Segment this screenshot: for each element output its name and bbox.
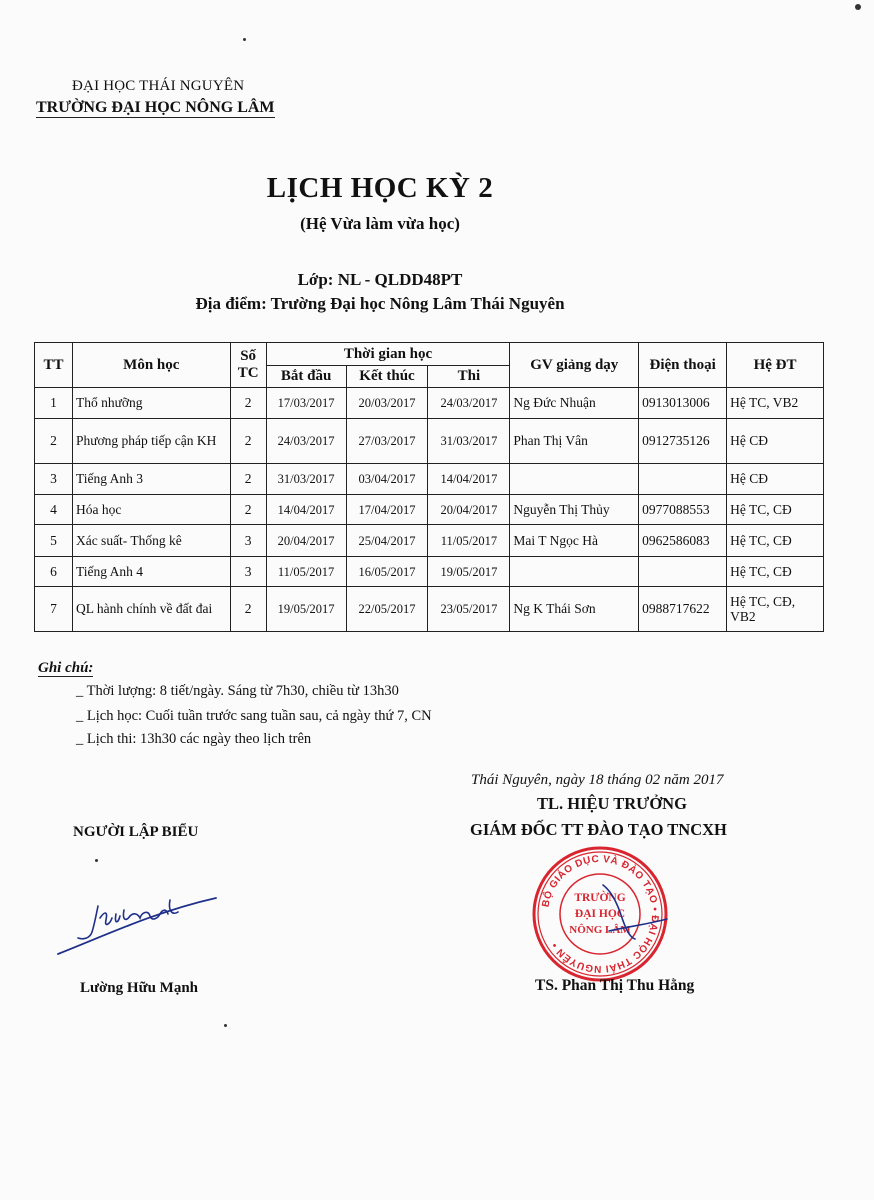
speck-dot: [224, 1024, 227, 1027]
cell-tt: 7: [35, 587, 73, 632]
speck-dot: [95, 859, 98, 862]
school-name: [36, 99, 275, 118]
cell-start: 24/03/2017: [266, 419, 346, 464]
cell-teacher: Phan Thị Vân: [510, 419, 639, 464]
cell-tt: 5: [35, 525, 73, 557]
document-title: LỊCH HỌC KỲ 2: [266, 172, 494, 204]
cell-subject: Thổ nhưỡng: [72, 388, 230, 419]
cell-program: Hệ CĐ: [727, 419, 824, 464]
schedule-table: [34, 342, 824, 632]
cell-phone: [639, 464, 727, 495]
header-start: Bắt đầu: [266, 366, 346, 388]
cell-program: Hệ TC, CĐ: [727, 495, 824, 525]
cell-start: 14/04/2017: [266, 495, 346, 525]
maker-signature: [54, 888, 224, 958]
header-tt: TT: [35, 343, 73, 388]
cell-teacher: [510, 557, 639, 587]
cell-credits: 3: [230, 557, 266, 587]
cell-exam: 11/05/2017: [428, 525, 510, 557]
cell-tt: 3: [35, 464, 73, 495]
svg-text:ĐẠI HỌC: ĐẠI HỌC: [574, 908, 626, 920]
cell-start: 31/03/2017: [266, 464, 346, 495]
cell-program: Hệ TC, VB2: [727, 388, 824, 419]
date-line: Thái Nguyên, ngày 18 tháng 02 năm 2017: [471, 772, 724, 788]
cell-credits: 2: [230, 419, 266, 464]
svg-text:BỘ GIÁO DỤC VÀ ĐÀO TẠO • ĐẠI H: BỘ GIÁO DỤC VÀ ĐÀO TẠO • ĐẠI HỌC THÁI NGUYÊN •: [540, 853, 661, 975]
cell-phone: 0913013006: [639, 388, 727, 419]
cell-phone: 0912735126: [639, 419, 727, 464]
cell-end: 25/04/2017: [346, 525, 428, 557]
header-end: Kết thúc: [346, 366, 428, 388]
class-line: Lớp: NL - QLDD48PT: [297, 270, 463, 289]
cell-teacher: [510, 464, 639, 495]
cell-exam: 14/04/2017: [428, 464, 510, 495]
header-program: Hệ ĐT: [727, 343, 824, 388]
document-subtitle: (Hệ Vừa làm vừa học): [300, 214, 460, 233]
cell-tt: 1: [35, 388, 73, 419]
cell-program: Hệ TC, CĐ: [727, 525, 824, 557]
cell-credits: 2: [230, 464, 266, 495]
cell-tt: 2: [35, 419, 73, 464]
header-credits-line2: TC: [237, 365, 259, 381]
school-stamp-seal: [531, 845, 669, 983]
cell-teacher: Nguyễn Thị Thủy: [510, 495, 639, 525]
cell-exam: 20/04/2017: [428, 495, 510, 525]
cell-start: 17/03/2017: [266, 388, 346, 419]
cell-phone: 0977088553: [639, 495, 727, 525]
notes-title: [38, 660, 93, 677]
table-row: [35, 587, 824, 632]
cell-program: Hệ TC, CĐ, VB2: [727, 587, 824, 632]
cell-end: 17/04/2017: [346, 495, 428, 525]
cell-program: Hệ CĐ: [727, 464, 824, 495]
cell-subject: Tiếng Anh 4: [72, 557, 230, 587]
table-row: [35, 557, 824, 587]
university-name: ĐẠI HỌC THÁI NGUYÊN: [72, 78, 245, 94]
svg-text:TRƯỜNG: TRƯỜNG: [574, 892, 626, 904]
cell-credits: 2: [230, 495, 266, 525]
cell-credits: 3: [230, 525, 266, 557]
notes-title-text: Ghi chú:: [38, 660, 94, 676]
cell-exam: 24/03/2017: [428, 388, 510, 419]
director-name: TS. Phan Thị Thu Hằng: [535, 977, 695, 994]
cell-exam: 19/05/2017: [428, 557, 510, 587]
cell-teacher: Ng K Thái Sơn: [510, 587, 639, 632]
cell-tt: 6: [35, 557, 73, 587]
school-name-text: TRƯỜNG ĐẠI HỌC NÔNG LÂM: [36, 99, 275, 116]
cell-end: 20/03/2017: [346, 388, 428, 419]
cell-teacher: Mai T Ngọc Hà: [510, 525, 639, 557]
table-row: [35, 525, 824, 557]
table-row: [35, 388, 824, 419]
cell-teacher: Ng Đức Nhuận: [510, 388, 639, 419]
cell-end: 16/05/2017: [346, 557, 428, 587]
cell-end: 27/03/2017: [346, 419, 428, 464]
cell-start: 11/05/2017: [266, 557, 346, 587]
cell-subject: Phương pháp tiếp cận KH: [72, 419, 230, 464]
table-row: [35, 464, 824, 495]
svg-text:NÔNG LÂM: NÔNG LÂM: [569, 924, 631, 936]
header-exam: Thi: [428, 366, 510, 388]
speck-dot: [243, 38, 246, 41]
maker-name: Lường Hữu Mạnh: [80, 980, 199, 996]
cell-subject: Tiếng Anh 3: [72, 464, 230, 495]
cell-subject: QL hành chính về đất đai: [72, 587, 230, 632]
note-item: _ Lịch thi: 13h30 các ngày theo lịch trên: [76, 731, 312, 747]
cell-tt: 4: [35, 495, 73, 525]
cell-exam: 23/05/2017: [428, 587, 510, 632]
header-teacher: GV giảng dạy: [510, 343, 639, 388]
cell-exam: 31/03/2017: [428, 419, 510, 464]
header-credits: [230, 343, 266, 388]
cell-phone: 0962586083: [639, 525, 727, 557]
header-phone: Điện thoại: [639, 343, 727, 388]
table-row: [35, 495, 824, 525]
note-item: _ Lịch học: Cuối tuần trước sang tuần sau, cả ngày thứ 7, CN: [76, 708, 432, 724]
cell-program: Hệ TC, CĐ: [727, 557, 824, 587]
table-row: [35, 419, 824, 464]
cell-end: 03/04/2017: [346, 464, 428, 495]
cell-subject: Hóa học: [72, 495, 230, 525]
cell-subject: Xác suất- Thống kê: [72, 525, 230, 557]
maker-label: NGƯỜI LẬP BIỂU: [73, 824, 199, 840]
cell-credits: 2: [230, 388, 266, 419]
note-item: _ Thời lượng: 8 tiết/ngày. Sáng từ 7h30, chiều từ 13h30: [76, 683, 399, 699]
cell-phone: [639, 557, 727, 587]
speck-dot: [855, 4, 861, 10]
cell-start: 20/04/2017: [266, 525, 346, 557]
cell-credits: 2: [230, 587, 266, 632]
signer-title: TL. HIỆU TRƯỞNG: [537, 794, 687, 813]
header-time: Thời gian học: [266, 343, 510, 366]
cell-end: 22/05/2017: [346, 587, 428, 632]
signer-position: GIÁM ĐỐC TT ĐÀO TẠO TNCXH: [470, 820, 727, 839]
cell-phone: 0988717622: [639, 587, 727, 632]
place-line: Địa điểm: Trường Đại học Nông Lâm Thái Nguyên: [195, 294, 565, 313]
cell-start: 19/05/2017: [266, 587, 346, 632]
header-credits-line1: Số: [240, 348, 257, 365]
header-subject: Môn học: [72, 343, 230, 388]
